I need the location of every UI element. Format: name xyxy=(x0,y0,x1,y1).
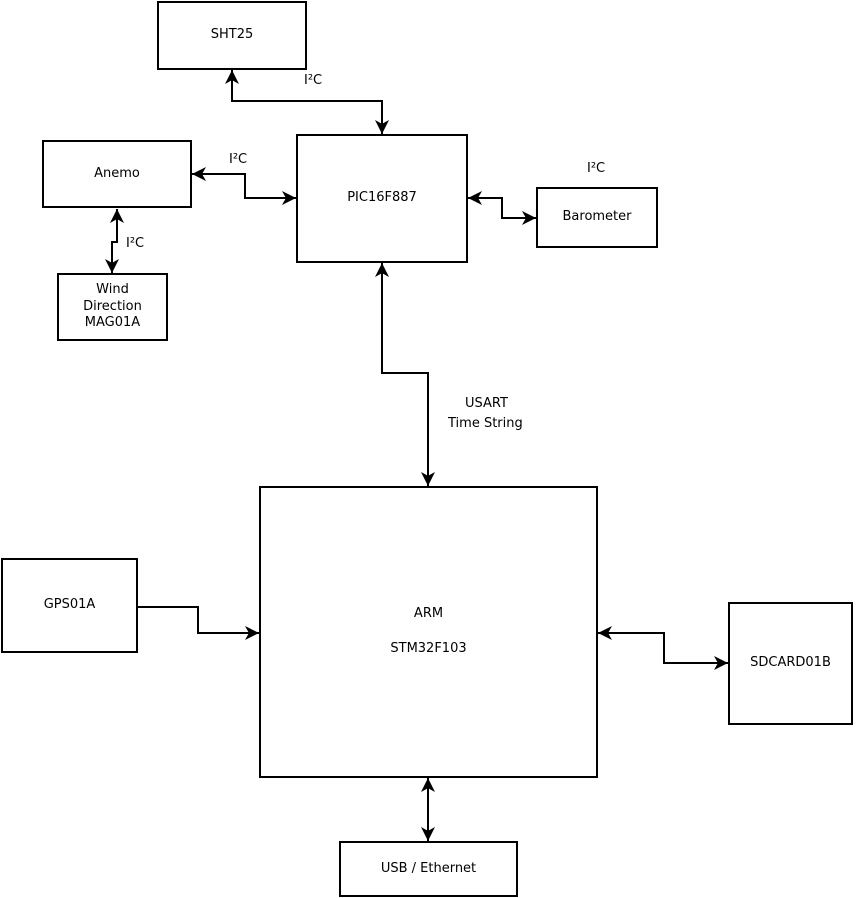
edge-label-i2c-pic-anemo: I²C xyxy=(229,152,248,167)
node-sdcard01b-label: SDCARD01B xyxy=(750,655,831,671)
edge-label-i2c-anemo-wind: I²C xyxy=(126,236,145,251)
edge-label-usart: USART xyxy=(465,396,508,411)
edge-label-i2c-sht25-pic: I²C xyxy=(304,73,323,88)
node-barometer xyxy=(536,187,658,248)
node-arm-label-line2: STM32F103 xyxy=(390,641,467,656)
node-sht25-label: SHT25 xyxy=(210,27,254,43)
edge-pic-arm xyxy=(382,263,428,486)
edge-gps-arm xyxy=(138,607,259,633)
node-anemo-label: Anemo xyxy=(94,165,140,181)
node-anemo xyxy=(42,140,192,208)
node-arm-label-line1: ARM xyxy=(413,606,444,622)
node-wind-direction xyxy=(57,273,168,341)
node-wind-direction-label-line2: Direction xyxy=(83,298,142,314)
edge-pic-barometer xyxy=(468,198,536,218)
node-wind-direction-label-line3: MAG01A xyxy=(84,315,141,331)
node-gps01a xyxy=(1,558,138,653)
edge-label-i2c-pic-barometer: I²C xyxy=(587,161,606,176)
edge-pic-anemo xyxy=(192,174,296,198)
node-gps01a-label: GPS01A xyxy=(43,597,96,613)
node-barometer-label: Barometer xyxy=(562,209,632,225)
node-wind-direction-label-line1: Wind xyxy=(96,281,129,297)
node-usb-ethernet-label: USB / Ethernet xyxy=(380,860,477,876)
node-usb-ethernet xyxy=(339,841,518,897)
node-sdcard01b xyxy=(728,602,853,725)
edge-arm-sdcard xyxy=(598,633,728,663)
node-sht25 xyxy=(157,1,307,70)
edge-label-time-string: Time String xyxy=(448,416,523,431)
node-arm-stm32f103 xyxy=(259,486,598,778)
node-pic16f887 xyxy=(296,134,468,263)
edge-anemo-wind-direction xyxy=(112,209,117,273)
node-pic16f887-label: PIC16F887 xyxy=(347,190,417,206)
